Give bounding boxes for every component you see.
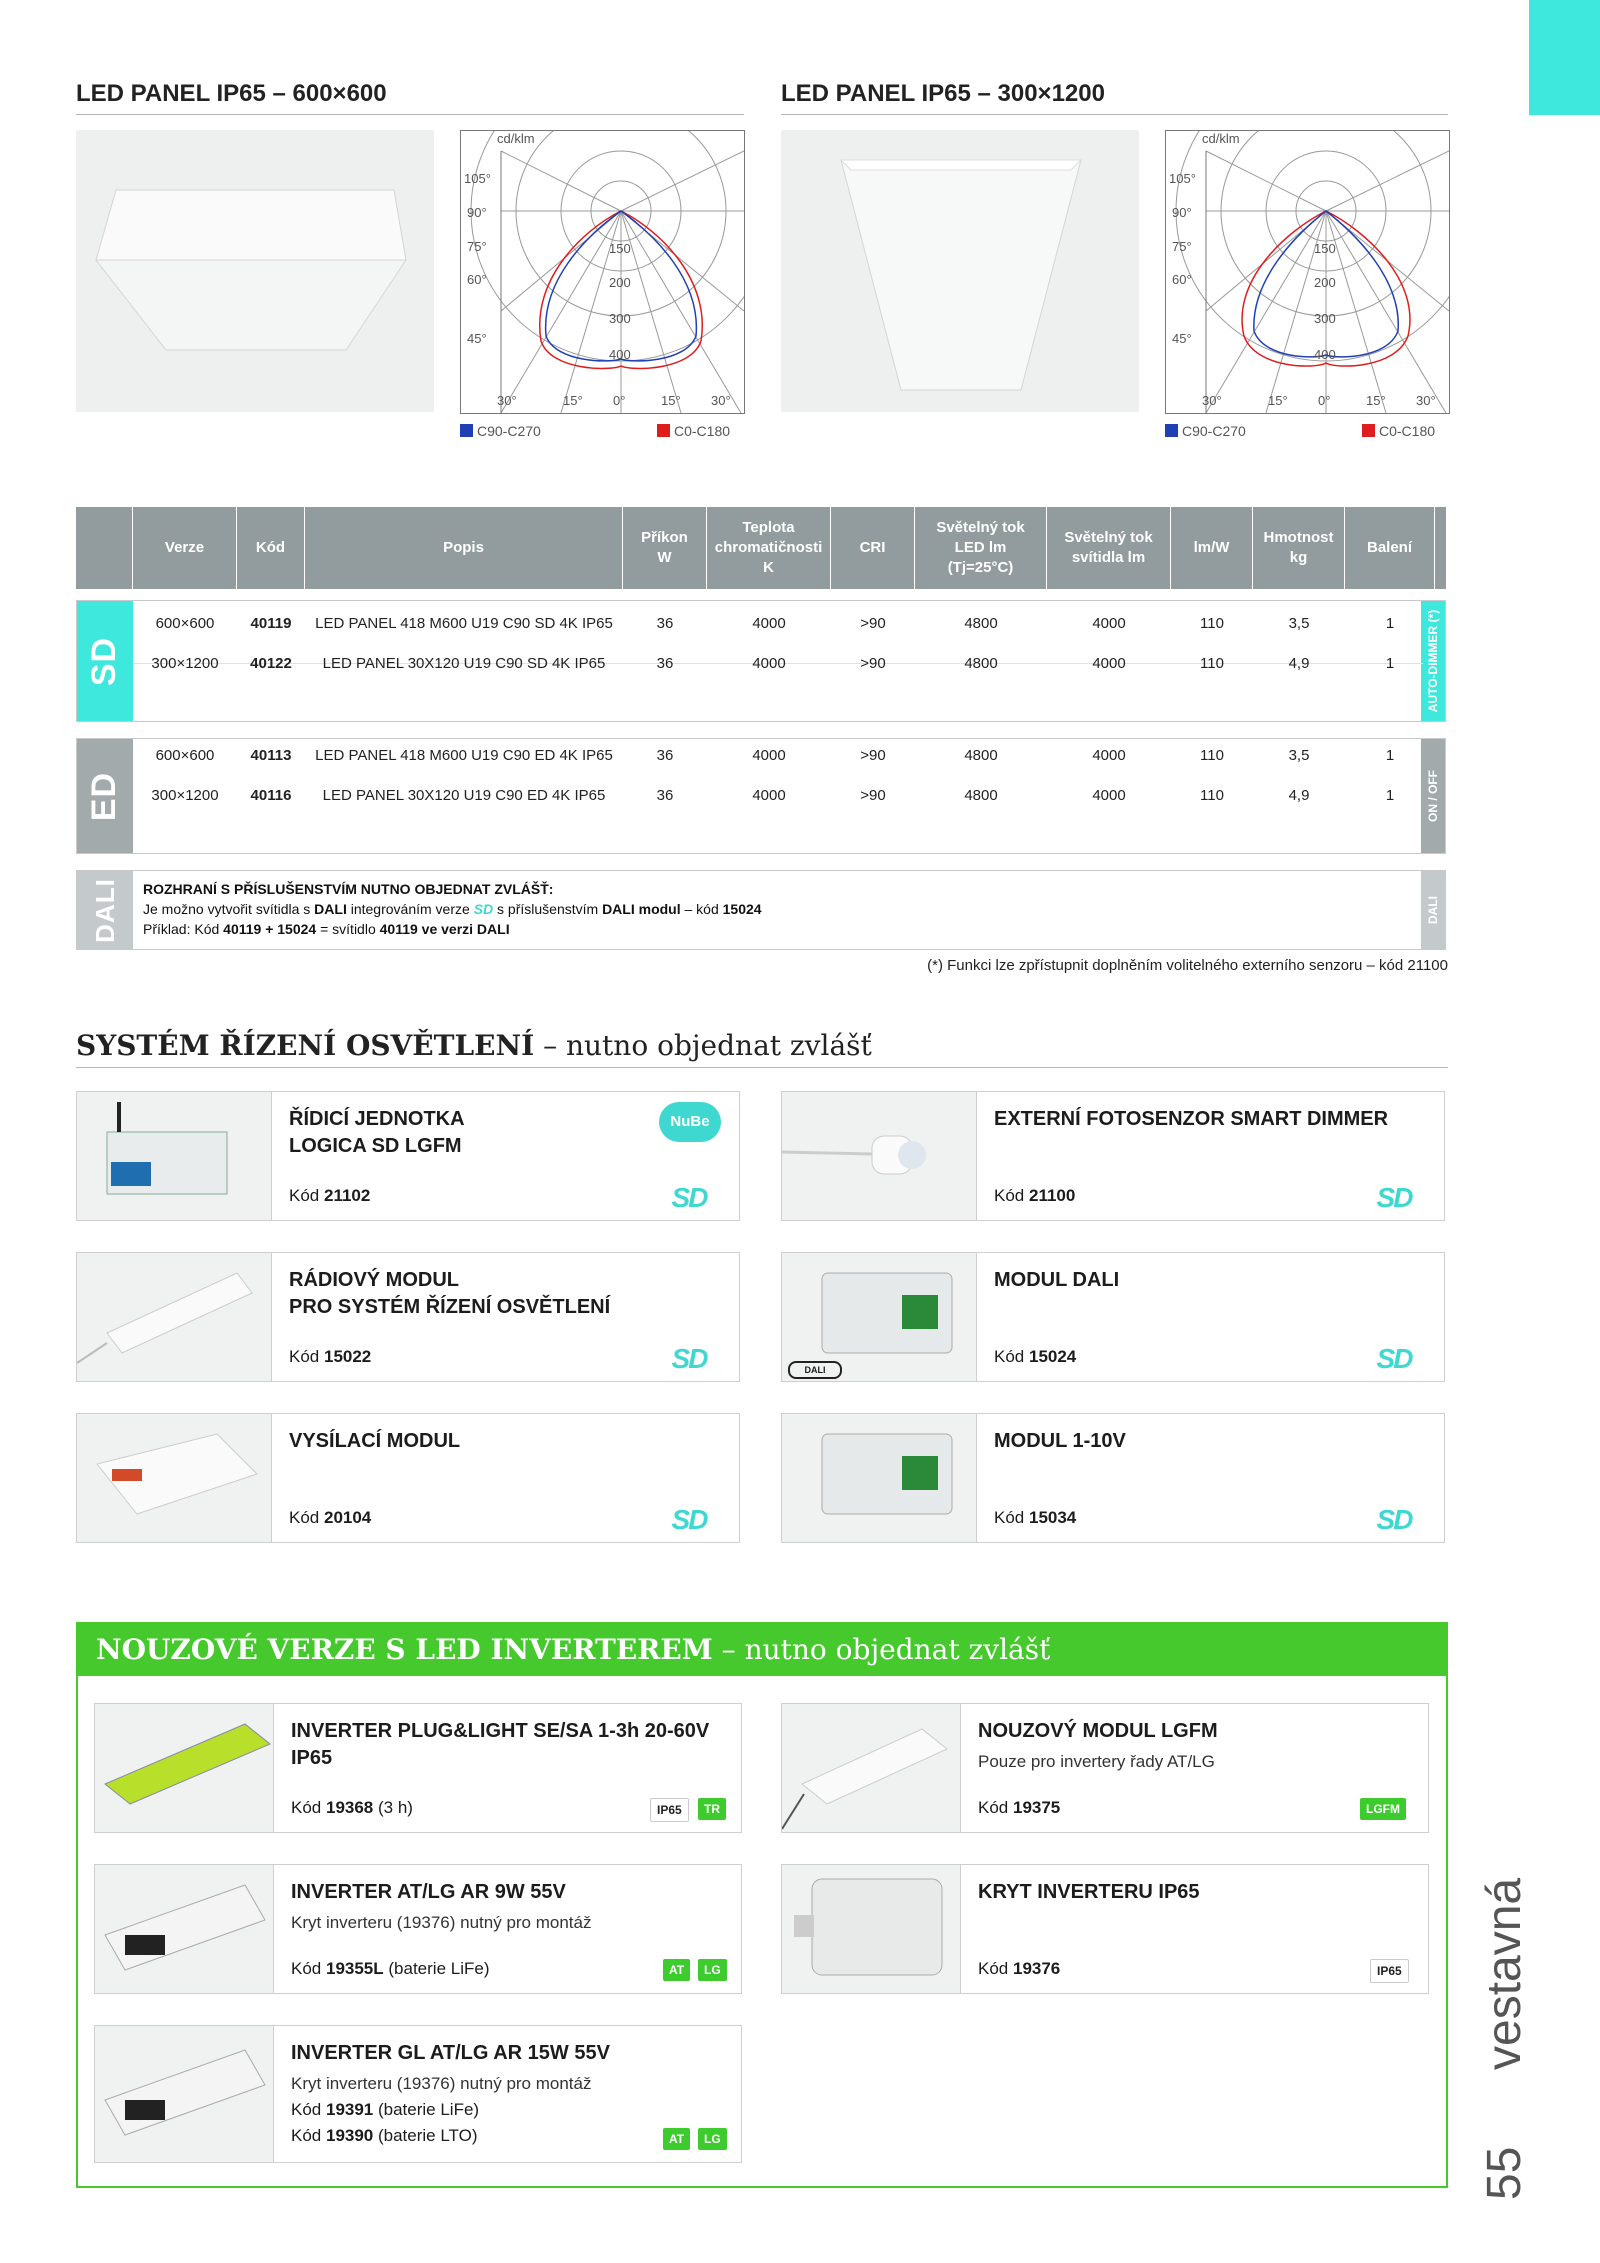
table-cell: 4,9 <box>1288 655 1310 672</box>
table-cell: 1 <box>1385 747 1395 764</box>
polar-angle-label: 75° <box>467 239 487 254</box>
card-code <box>978 1798 1060 1818</box>
polar-angle-label: 75° <box>1172 239 1192 254</box>
title-line: MODUL 1-10V <box>994 1430 1126 1452</box>
card-code <box>291 1959 489 1979</box>
text: Kód <box>978 1959 1013 1978</box>
table-cell: 4,9 <box>1288 787 1310 804</box>
card-subtitle: Pouze pro invertery řady AT/LG <box>978 1752 1215 1771</box>
table-cell: 4000 <box>752 655 786 672</box>
title-line: RÁDIOVÝ MODUL <box>289 1269 459 1291</box>
emergency-section-header <box>76 1622 1448 1676</box>
table-cell: 4000 <box>752 747 786 764</box>
polar-bottom-label: 30° <box>497 393 517 408</box>
legend-c0 <box>657 423 730 439</box>
card-code <box>289 1186 370 1206</box>
card-subtitle: Kryt inverteru (19376) nutný pro montáž <box>291 2074 592 2093</box>
page-number: 55 <box>1478 2146 1531 2200</box>
tag-at: AT <box>663 2128 690 2150</box>
legend-label: C90-C270 <box>477 423 541 439</box>
polar-bottom-label: 15° <box>661 393 681 408</box>
table-cell: 110 <box>1200 655 1224 672</box>
text: DALI modul <box>602 901 681 917</box>
sd-logo: SD <box>671 1343 707 1374</box>
group-badge-ed <box>77 739 133 853</box>
title-line: IP65 <box>291 1747 333 1769</box>
card-title <box>289 1106 465 1160</box>
text: Je možno vytvořit svítidla s <box>143 901 315 917</box>
card-title <box>289 1267 610 1321</box>
product-image <box>95 2026 274 2162</box>
polar-angle-label: 105° <box>464 171 491 186</box>
system-section-title <box>76 1029 872 1062</box>
emergency-card[interactable] <box>781 1864 1429 1994</box>
nube-logo: NuBe <box>659 1102 721 1142</box>
card-code <box>994 1347 1076 1367</box>
text: Kód <box>994 1186 1029 1205</box>
side-label-text: AUTO-DIMMER (*) <box>1426 609 1440 713</box>
system-card[interactable] <box>781 1252 1445 1382</box>
polar-unit: cd/klm <box>1202 131 1240 146</box>
system-card[interactable] <box>76 1252 740 1382</box>
card-title <box>291 2040 610 2067</box>
card-title <box>978 1718 1218 1745</box>
tag-lgfm: LGFM <box>1360 1798 1406 1820</box>
tag-ip65: IP65 <box>650 1798 689 1822</box>
title-rest: – nutno objednat zvlášť <box>534 1029 872 1062</box>
title-line: INVERTER GL AT/LG AR 15W 55V <box>291 2042 610 2064</box>
table-cell: 110 <box>1200 747 1224 764</box>
table-cell: 36 <box>656 655 674 672</box>
code-value: 20104 <box>323 1508 372 1527</box>
text: 40119 ve verzi DALI <box>379 921 510 937</box>
table-cell: LED PANEL 30X120 U19 C90 SD 4K IP65 <box>322 655 606 672</box>
polar-radial-label: 150 <box>1314 241 1336 256</box>
sd-mini-logo: SD <box>473 901 494 917</box>
text: Kód <box>289 1508 324 1527</box>
system-card[interactable] <box>781 1091 1445 1221</box>
col-cri: CRI <box>830 507 914 589</box>
text: Kód <box>289 1186 324 1205</box>
table-cell: 4000 <box>752 787 786 804</box>
polar-bottom-label: 30° <box>1416 393 1436 408</box>
page-section: vestavná <box>1478 1877 1531 2070</box>
polar-diagram-300 <box>1165 130 1450 414</box>
dali-note-line <box>143 899 762 919</box>
table-group-sd <box>76 600 1446 722</box>
sd-logo: SD <box>1376 1504 1412 1535</box>
polar-angle-label: 90° <box>1172 205 1192 220</box>
sd-logo: SD <box>671 1504 707 1535</box>
tag-tr: TR <box>698 1798 726 1820</box>
dali-logo: DALI <box>788 1361 842 1379</box>
dali-note-heading: ROZHRANÍ S PŘÍSLUŠENSTVÍM NUTNO OBJEDNAT ZVLÁŠŤ: <box>143 881 554 897</box>
col-kod: Kód <box>236 507 304 589</box>
legend-swatch <box>460 424 473 437</box>
product-image-600 <box>76 130 434 412</box>
card-title <box>994 1267 1119 1294</box>
badge-text: DALI <box>89 877 120 943</box>
text: Kód <box>291 1798 326 1817</box>
tag-lg: LG <box>698 2128 727 2150</box>
title-line: EXTERNÍ FOTOSENZOR SMART DIMMER <box>994 1108 1389 1130</box>
tag-at: AT <box>663 1959 690 1981</box>
title-line: VYSÍLACÍ MODUL <box>289 1430 461 1452</box>
side-label-text: ON / OFF <box>1426 770 1440 822</box>
table-cell: 4000 <box>1092 787 1126 804</box>
title-line: KRYT INVERTERU IP65 <box>978 1881 1200 1903</box>
legend-c90 <box>1165 423 1246 439</box>
code-value: 19375 <box>1012 1798 1061 1817</box>
table-cell: 1 <box>1385 655 1395 672</box>
spec-table-header <box>76 507 1446 589</box>
polar-radial-label: 150 <box>609 241 631 256</box>
table-cell: 40113 <box>250 747 292 764</box>
text: Kód <box>291 2126 326 2145</box>
polar-angle-label: 105° <box>1169 171 1196 186</box>
text: Kód <box>994 1347 1029 1366</box>
group-badge-sd <box>77 601 133 721</box>
legend-swatch <box>1362 424 1375 437</box>
text: (baterie LTO) <box>373 2126 478 2145</box>
title-line: PRO SYSTÉM ŘÍZENÍ OSVĚTLENÍ <box>289 1296 611 1318</box>
title-line: LOGICA SD LGFM <box>289 1135 462 1157</box>
table-cell: 600×600 <box>155 747 215 764</box>
product-image <box>77 1414 272 1542</box>
card-title <box>994 1428 1126 1455</box>
product-image <box>95 1704 274 1832</box>
col-baleni: Balení <box>1344 507 1434 589</box>
col-prikon: Příkon W <box>622 507 706 589</box>
polar-bottom-label: 0° <box>1318 393 1331 408</box>
card-subtitle: Kryt inverteru (19376) nutný pro montáž <box>291 1913 592 1932</box>
product-image <box>77 1253 272 1381</box>
sd-logo: SD <box>1376 1343 1412 1374</box>
polar-angle-label: 60° <box>467 272 487 287</box>
divider <box>76 1067 1448 1068</box>
system-card[interactable] <box>76 1413 740 1543</box>
card-code <box>994 1186 1075 1206</box>
polar-unit: cd/klm <box>497 131 535 146</box>
table-cell: LED PANEL 418 M600 U19 C90 SD 4K IP65 <box>315 615 613 632</box>
legend-label: C90-C270 <box>1182 423 1246 439</box>
table-cell: 40119 <box>250 615 292 632</box>
legend-label: C0-C180 <box>674 423 731 439</box>
table-cell: 4800 <box>964 787 998 804</box>
panel-title-300: LED PANEL IP65 – 300×1200 <box>781 80 1105 107</box>
badge-text: ED <box>85 771 124 821</box>
product-image <box>95 1865 274 1993</box>
emergency-section-title <box>96 1633 1050 1666</box>
emergency-card[interactable] <box>94 2025 742 2163</box>
text: DALI <box>314 901 347 917</box>
table-cell: 4000 <box>752 615 786 632</box>
card-code <box>291 1798 413 1818</box>
polar-radial-label: 200 <box>609 275 631 290</box>
polar-angle-label: 90° <box>467 205 487 220</box>
sd-logo: SD <box>671 1182 707 1213</box>
text: 40119 + 15024 <box>223 921 317 937</box>
card-title <box>289 1428 460 1455</box>
table-cell: 4000 <box>1092 655 1126 672</box>
title-bold: NOUZOVÉ VERZE S LED INVERTEREM <box>96 1633 713 1666</box>
polar-bottom-label: 0° <box>613 393 626 408</box>
code-value: 21102 <box>323 1186 371 1205</box>
polar-bottom-label: 30° <box>1202 393 1222 408</box>
col-lmw: lm/W <box>1170 507 1252 589</box>
table-cell: 4000 <box>1092 747 1126 764</box>
code-value: 19368 <box>325 1798 374 1817</box>
emergency-card[interactable] <box>781 1703 1429 1833</box>
panel-title-600: LED PANEL IP65 – 600×600 <box>76 80 387 107</box>
table-cell: 4000 <box>1092 615 1126 632</box>
divider <box>781 114 1448 115</box>
col-teplota: Teplota chromatičnosti K <box>706 507 830 589</box>
emergency-card[interactable] <box>94 1703 742 1833</box>
card-code <box>978 1959 1060 1979</box>
col-hmotnost: Hmotnost kg <box>1252 507 1344 589</box>
table-cell: >90 <box>860 655 886 672</box>
title-line: INVERTER AT/LG AR 9W 55V <box>291 1881 566 1903</box>
text: 15024 <box>722 901 762 917</box>
card-code <box>291 2126 478 2146</box>
card-code <box>289 1508 371 1528</box>
table-group-ed <box>76 738 1446 854</box>
badge-text: SD <box>85 636 124 686</box>
text: Kód <box>978 1798 1013 1817</box>
dali-note-line <box>143 919 762 939</box>
table-cell: 1 <box>1385 615 1395 632</box>
title-line: MODUL DALI <box>994 1269 1120 1291</box>
product-image <box>782 1414 977 1542</box>
table-cell: 3,5 <box>1288 615 1310 632</box>
text: Kód <box>291 2100 326 2119</box>
system-card[interactable] <box>76 1091 740 1221</box>
table-cell: 36 <box>656 747 674 764</box>
table-cell: 300×1200 <box>151 655 219 672</box>
table-cell: 4800 <box>964 615 998 632</box>
card-title <box>994 1106 1388 1133</box>
polar-bottom-label: 15° <box>1366 393 1386 408</box>
col-verze: Verze <box>132 507 236 589</box>
col-popis: Popis <box>304 507 622 589</box>
table-cell: 40122 <box>250 655 292 672</box>
legend-c90 <box>460 423 541 439</box>
table-cell: 110 <box>1200 787 1224 804</box>
title-line: NOUZOVÝ MODUL LGFM <box>978 1720 1218 1742</box>
text: = svítidlo <box>316 921 380 937</box>
text: (3 h) <box>373 1798 413 1817</box>
legend-c0 <box>1362 423 1435 439</box>
table-cell: LED PANEL 418 M600 U19 C90 ED 4K IP65 <box>315 747 613 764</box>
card-title <box>291 1879 566 1906</box>
polar-radial-label: 400 <box>609 347 631 362</box>
polar-angle-label: 45° <box>467 331 487 346</box>
tag-lg: LG <box>698 1959 727 1981</box>
polar-radial-label: 200 <box>1314 275 1336 290</box>
table-cell: 600×600 <box>155 615 215 632</box>
card-code <box>289 1347 371 1367</box>
code-value: 15034 <box>1028 1508 1077 1527</box>
text: s příslušenstvím <box>493 901 603 917</box>
product-image <box>77 1092 272 1220</box>
polar-radial-label: 400 <box>1314 347 1336 362</box>
product-image <box>782 1865 961 1993</box>
text: Kód <box>994 1508 1029 1527</box>
card-code <box>291 2100 479 2120</box>
text: (baterie LiFe) <box>383 1959 490 1978</box>
system-card[interactable] <box>781 1413 1445 1543</box>
table-cell: >90 <box>860 787 886 804</box>
dali-note <box>143 879 762 939</box>
table-cell: 3,5 <box>1288 747 1310 764</box>
table-cell: 300×1200 <box>151 787 219 804</box>
polar-bottom-label: 15° <box>1268 393 1288 408</box>
product-image <box>782 1704 961 1832</box>
side-label-text: DALI <box>1426 896 1440 924</box>
polar-bottom-label: 30° <box>711 393 731 408</box>
card-title <box>978 1879 1200 1906</box>
header-spacer <box>76 507 132 589</box>
table-group-dali <box>76 870 1446 950</box>
table-cell: 1 <box>1385 787 1395 804</box>
table-cell: >90 <box>860 747 886 764</box>
group-side-label <box>1421 871 1445 949</box>
polar-bottom-label: 15° <box>563 393 583 408</box>
table-cell: 40116 <box>250 787 292 804</box>
code-value: 19390 <box>325 2126 374 2145</box>
code-value: 21100 <box>1028 1186 1076 1205</box>
polar-radial-label: 300 <box>1314 311 1336 326</box>
page-marker <box>1470 1780 1540 2200</box>
group-badge-dali <box>77 871 133 949</box>
table-cell: 36 <box>656 615 674 632</box>
title-line: ŘÍDICÍ JEDNOTKA <box>289 1108 465 1130</box>
product-image <box>782 1092 977 1220</box>
text: integrováním verze <box>346 901 474 917</box>
page-tab-marker <box>1529 0 1600 115</box>
text: (baterie LiFe) <box>373 2100 480 2119</box>
polar-angle-label: 45° <box>1172 331 1192 346</box>
polar-angle-label: 60° <box>1172 272 1192 287</box>
table-cell: 4800 <box>964 655 998 672</box>
product-image-300 <box>781 130 1139 412</box>
title-rest: – nutno objednat zvlášť <box>712 1633 1051 1666</box>
text: Kód <box>291 1959 326 1978</box>
header-spacer <box>1434 507 1446 589</box>
polar-diagram-600 <box>460 130 745 414</box>
col-tok-led: Světelný tok LED lm (Tj=25°C) <box>914 507 1046 589</box>
card-code <box>994 1508 1076 1528</box>
polar-radial-label: 300 <box>609 311 631 326</box>
code-value: 19376 <box>1012 1959 1061 1978</box>
emergency-card[interactable] <box>94 1864 742 1994</box>
code-value: 15022 <box>323 1347 372 1366</box>
code-value: 19355L <box>325 1959 384 1978</box>
title-bold: SYSTÉM ŘÍZENÍ OSVĚTLENÍ <box>76 1029 535 1062</box>
code-value: 15024 <box>1028 1347 1077 1366</box>
text: Kód <box>289 1347 324 1366</box>
table-cell: 4800 <box>964 747 998 764</box>
text: – kód <box>680 901 723 917</box>
card-title <box>291 1718 709 1772</box>
legend-label: C0-C180 <box>1379 423 1436 439</box>
tag-ip65: IP65 <box>1370 1959 1409 1983</box>
legend-swatch <box>1165 424 1178 437</box>
title-line: INVERTER PLUG&LIGHT SE/SA 1-3h 20-60V <box>291 1720 710 1742</box>
col-tok-svitidla: Světelný tok svítidla lm <box>1046 507 1170 589</box>
table-footnote: (*) Funkci lze zpřístupnit doplněním volitelného externího senzoru – kód 21100 <box>927 957 1448 974</box>
code-value: 19391 <box>325 2100 374 2119</box>
legend-swatch <box>657 424 670 437</box>
table-cell: LED PANEL 30X120 U19 C90 ED 4K IP65 <box>322 787 606 804</box>
table-cell: >90 <box>860 615 886 632</box>
table-cell: 110 <box>1200 615 1224 632</box>
sd-logo: SD <box>1376 1182 1412 1213</box>
text: Příklad: Kód <box>143 921 224 937</box>
table-cell: 36 <box>656 787 674 804</box>
divider <box>76 114 744 115</box>
